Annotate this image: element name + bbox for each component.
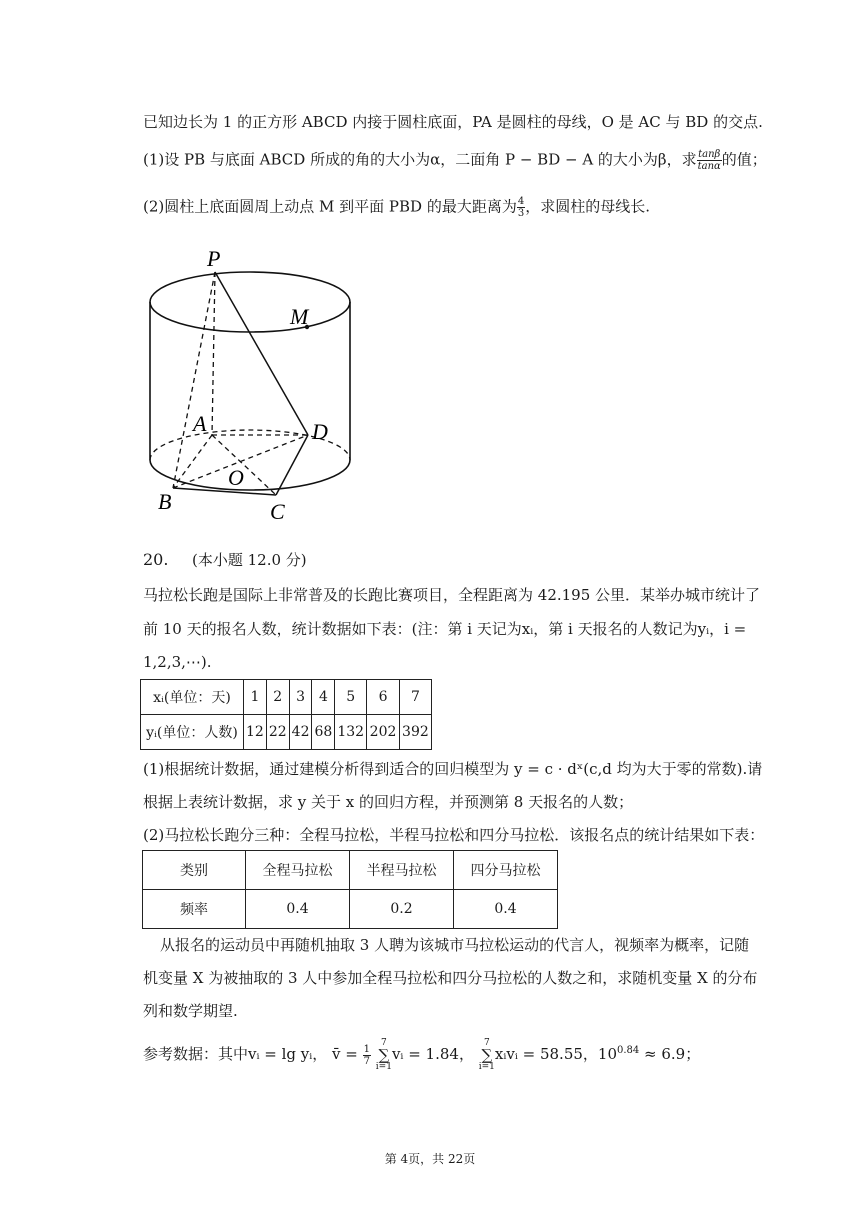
table-cell: 42 xyxy=(289,715,312,750)
table-cell: 3 xyxy=(289,680,312,715)
problem-20-header xyxy=(143,550,307,570)
table-cell: 5 xyxy=(335,680,367,715)
bottom-ellipse-front xyxy=(150,460,350,490)
table-header-cell: 半程马拉松 xyxy=(350,851,454,890)
reference-data-line xyxy=(143,1038,700,1072)
table-cell: 202 xyxy=(367,715,400,750)
table-cell: 22 xyxy=(266,715,289,750)
ref-end: ≈ 6.9； xyxy=(639,1045,701,1063)
table-cell: 0.2 xyxy=(350,890,454,929)
tan-fraction: $\frac{\tan\beta}{\tan\alpha}$ xyxy=(697,149,721,172)
marathon-frequency-table xyxy=(142,850,558,929)
ref-pow-base: 10 xyxy=(597,1045,617,1063)
problem-number: 20. xyxy=(143,550,169,569)
ref-mid-1: vᵢ = 1.84， xyxy=(391,1045,474,1063)
distance-fraction: $\frac{4}{3}$ xyxy=(517,196,525,219)
p20-q1-line1: (1)根据统计数据，通过建模分析得到适合的回归模型为 y = c · dˣ(c,d 均为大于零的常数).请 xyxy=(143,760,763,778)
segment-PA xyxy=(212,272,215,435)
p20-q2-line1: (2)马拉松长跑分三种：全程马拉松，半程马拉松和四分马拉松．该报名点的统计结果如下表： xyxy=(143,826,765,844)
ref-prefix: 参考数据：其中vᵢ = lg yᵢ， xyxy=(143,1045,328,1063)
label-B: B xyxy=(158,489,172,514)
label-C: C xyxy=(270,499,285,524)
top-ellipse xyxy=(150,272,350,332)
registration-table xyxy=(140,679,432,750)
table-cell: 7 xyxy=(400,680,432,715)
q2-prefix: (2)圆柱上底面圆周上动点 M 到平面 PBD 的最大距离为 xyxy=(143,197,517,216)
table-cell: 6 xyxy=(367,680,400,715)
table-cell: 频率 xyxy=(143,890,246,929)
label-P: P xyxy=(207,246,221,271)
label-M: M xyxy=(290,304,309,329)
intro-line-1: 已知边长为 1 的正方形 ABCD 内接于圆柱底面，PA 是圆柱的母线，O 是 AC 与 BD 的交点. xyxy=(143,113,763,131)
p20-q2-para-line1: 从报名的运动员中再随机抽取 3 人聘为该城市马拉松运动的代言人，视频率为概率，记随 xyxy=(160,936,750,954)
segment-PD xyxy=(215,272,308,435)
sum-symbol-2: 7 ∑ i=1 xyxy=(478,1038,495,1072)
table-cell: 4 xyxy=(312,680,335,715)
cylinder-figure xyxy=(140,245,370,530)
label-O: O xyxy=(228,465,244,490)
table-cell: 1 xyxy=(244,680,267,715)
table-cell: 0.4 xyxy=(454,890,558,929)
p20-para1-line3: 1,2,3,⋯). xyxy=(143,653,212,671)
p20-para1-line1: 马拉松长跑是国际上非常普及的长跑比赛项目，全程距离为 42.195 公里．某举办城市统计了 xyxy=(143,586,761,604)
ref-mid-2: xᵢvᵢ = 58.55， xyxy=(494,1045,598,1063)
q2-suffix: ，求圆柱的母线长. xyxy=(525,197,650,216)
table-row xyxy=(141,715,432,750)
intro-question-1 xyxy=(143,149,767,172)
problem-score: (本小题 12.0 分) xyxy=(192,551,307,569)
p20-q2-para-line3: 列和数学期望. xyxy=(143,1002,238,1020)
ref-pow-exp: 0.84 xyxy=(617,1045,640,1056)
q1-suffix: 的值； xyxy=(721,150,767,169)
label-D: D xyxy=(312,419,328,444)
table-header-cell: 类别 xyxy=(143,851,246,890)
sum-symbol-1: 7 ∑ i=1 xyxy=(375,1038,392,1072)
table-header-cell: xᵢ(单位：天) xyxy=(141,680,244,715)
table-row xyxy=(141,680,432,715)
table-header-cell: 四分马拉松 xyxy=(454,851,558,890)
segment-PB xyxy=(173,272,215,488)
ref-vbar: v̄ = xyxy=(332,1045,358,1063)
p20-q2-para-line2: 机变量 X 为被抽取的 3 人中参加全程马拉松和四分马拉松的人数之和，求随机变量 X 的分布 xyxy=(143,969,758,987)
table-header-cell: yᵢ(单位：人数) xyxy=(141,715,244,750)
table-row xyxy=(143,890,558,929)
table-cell: 392 xyxy=(400,715,432,750)
q1-prefix: (1)设 PB 与底面 ABCD 所成的角的大小为α，二面角 P − BD − A 的大小为β，求 xyxy=(143,150,697,169)
intro-question-2 xyxy=(143,196,650,219)
table-cell: 132 xyxy=(335,715,367,750)
table-cell: 68 xyxy=(312,715,335,750)
table-header-cell: 全程马拉松 xyxy=(246,851,350,890)
label-A: A xyxy=(193,411,207,436)
table-cell: 0.4 xyxy=(246,890,350,929)
segment-AC xyxy=(212,435,276,495)
table-cell: 2 xyxy=(266,680,289,715)
ref-fraction: $\frac{1}{7}$ xyxy=(363,1043,371,1067)
table-row xyxy=(143,851,558,890)
table-cell: 12 xyxy=(244,715,267,750)
p20-para1-line2: 前 10 天的报名人数，统计数据如下表：(注：第 i 天记为xᵢ，第 i 天报名的人数记为yᵢ，i = xyxy=(143,620,747,638)
page-footer: 第 4页，共 22页 xyxy=(384,1152,476,1166)
p20-q1-line2: 根据上表统计数据，求 y 关于 x 的回归方程，并预测第 8 天报名的人数； xyxy=(143,793,634,811)
